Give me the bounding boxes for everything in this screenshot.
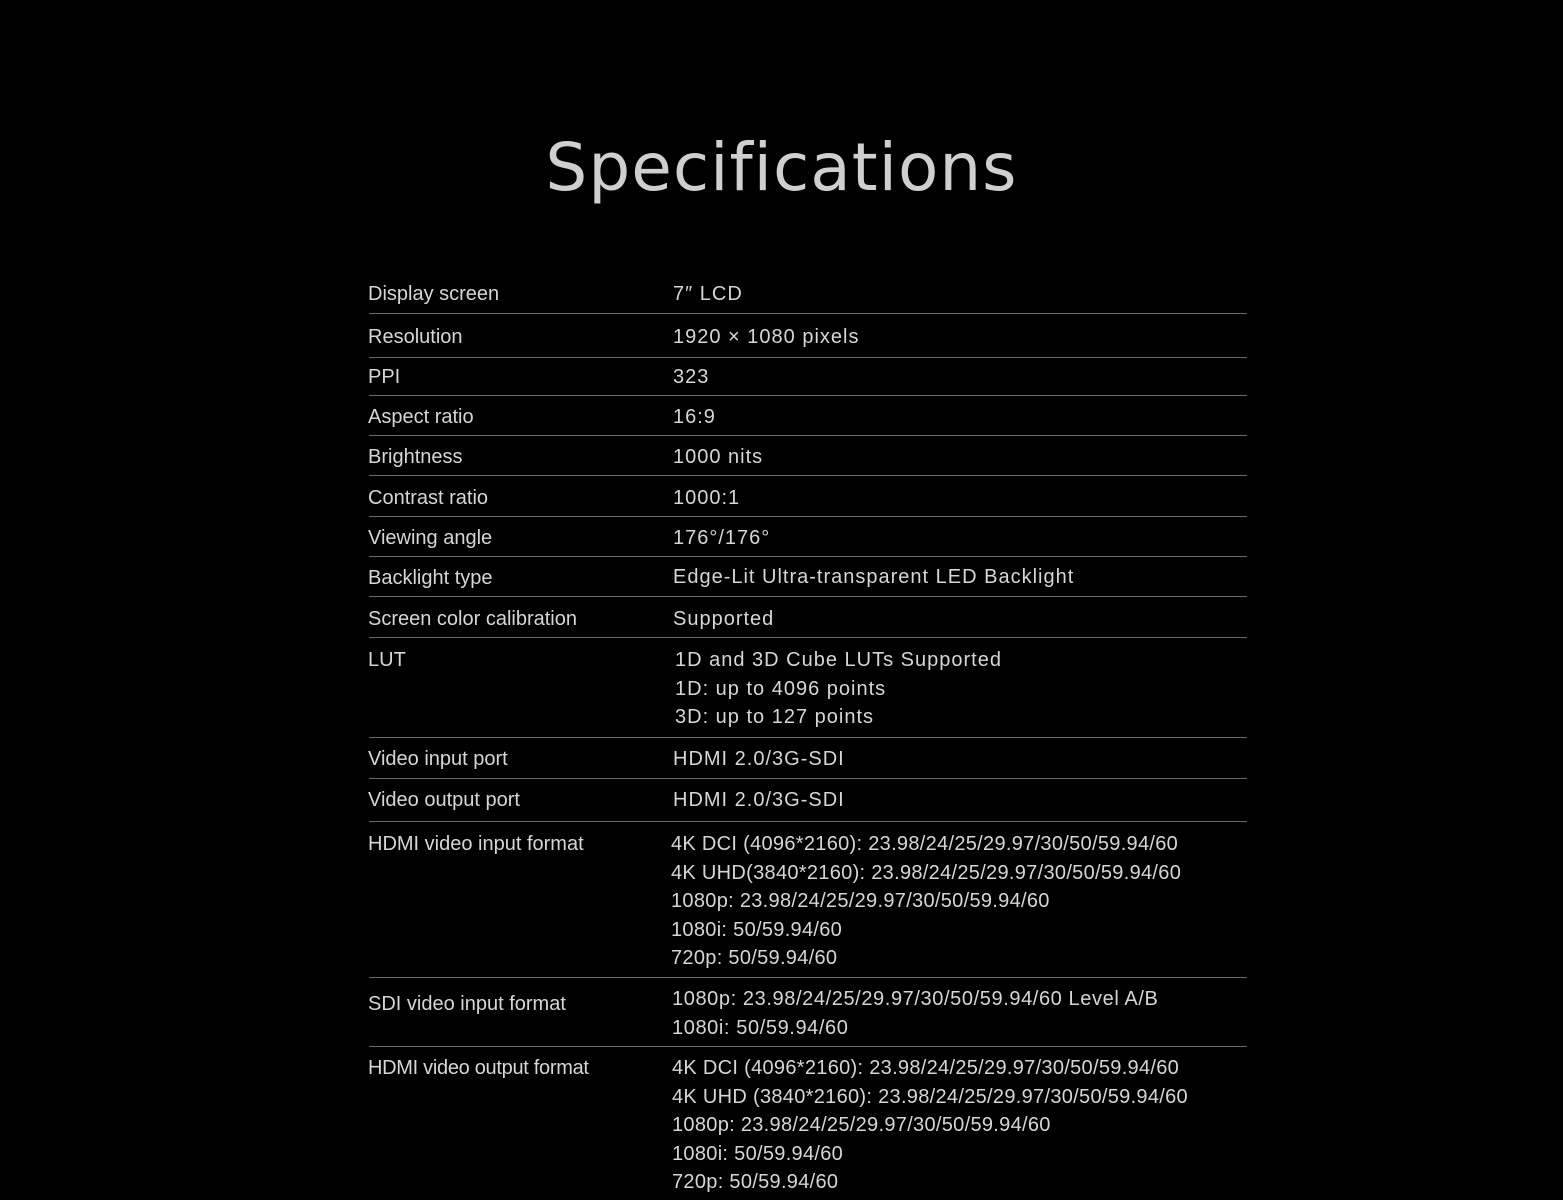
spec-value	[673, 443, 763, 472]
spec-value	[673, 363, 709, 392]
spec-label: Aspect ratio	[368, 406, 474, 428]
spec-label: Resolution	[368, 326, 463, 348]
spec-value-line: 1000 nits	[673, 446, 764, 468]
spec-value-line: 176°/176°	[673, 527, 771, 549]
spec-value	[673, 605, 774, 634]
spec-value-line: HDMI 2.0/3G-SDI	[673, 748, 845, 770]
spec-value-line: HDMI 2.0/3G-SDI	[673, 789, 845, 811]
row-divider	[369, 1046, 1247, 1047]
spec-value-line: 4K DCI (4096*2160): 23.98/24/25/29.97/30/50/59.94/60	[672, 1057, 1180, 1079]
row-divider	[369, 357, 1247, 358]
spec-value-line: 3D: up to 127 points	[675, 706, 875, 729]
spec-value-line: 4K UHD(3840*2160): 23.98/24/25/29.97/30/50/59.94/60	[671, 861, 1182, 884]
spec-label: HDMI video output format	[368, 1057, 589, 1079]
spec-value-line: 4K DCI (4096*2160): 23.98/24/25/29.97/30/50/59.94/60	[671, 833, 1179, 855]
spec-label: Video input port	[368, 748, 508, 770]
spec-value	[673, 323, 859, 352]
spec-value-line: 1000:1	[673, 487, 741, 509]
row-divider	[369, 637, 1247, 638]
row-divider	[369, 821, 1247, 822]
row-divider	[369, 977, 1247, 978]
spec-label: HDMI video input format	[368, 833, 584, 855]
spec-value-line: 1080p: 23.98/24/25/29.97/30/50/59.94/60	[672, 1114, 1051, 1137]
row-divider	[369, 516, 1247, 517]
spec-value	[671, 830, 1181, 973]
spec-value	[673, 745, 845, 774]
spec-value-line: Edge-Lit Ultra-transparent LED Backlight	[673, 566, 1075, 588]
row-divider	[369, 475, 1247, 476]
spec-value	[675, 646, 1002, 732]
spec-value-line: 1080i: 50/59.94/60	[672, 1142, 844, 1165]
row-divider	[369, 596, 1247, 597]
spec-value-line: 1D: up to 4096 points	[675, 677, 887, 700]
spec-value-line: 720p: 50/59.94/60	[671, 947, 838, 970]
spec-value	[672, 1054, 1188, 1197]
spec-value-line: 1D and 3D Cube LUTs Supported	[675, 649, 1002, 671]
spec-label: Contrast ratio	[368, 487, 489, 509]
row-divider	[369, 395, 1247, 396]
spec-label: Backlight type	[368, 567, 493, 589]
spec-value-line: 323	[673, 366, 710, 388]
spec-value-line: 1920 × 1080 pixels	[673, 326, 860, 348]
spec-value	[673, 484, 740, 513]
spec-value	[673, 403, 716, 432]
spec-value-line: 1080p: 23.98/24/25/29.97/30/50/59.94/60	[671, 890, 1050, 913]
spec-label: Brightness	[368, 446, 463, 468]
row-divider	[369, 737, 1247, 738]
spec-value	[673, 563, 1074, 592]
spec-value-line: 1080i: 50/59.94/60	[672, 1016, 849, 1039]
spec-value	[673, 280, 743, 309]
row-divider	[369, 313, 1247, 314]
spec-label: SDI video input format	[368, 993, 566, 1015]
spec-label: Screen color calibration	[368, 608, 577, 630]
spec-label: LUT	[368, 649, 406, 671]
spec-value	[672, 985, 1158, 1042]
row-divider	[369, 435, 1247, 436]
spec-label: Video output port	[368, 789, 520, 811]
spec-value	[673, 524, 770, 553]
spec-label: PPI	[368, 366, 401, 388]
spec-value-line: 1080p: 23.98/24/25/29.97/30/50/59.94/60 Level A/B	[672, 988, 1159, 1010]
spec-value-line: 4K UHD (3840*2160): 23.98/24/25/29.97/30/50/59.94/60	[672, 1085, 1188, 1108]
spec-label: Viewing angle	[368, 527, 493, 549]
row-divider	[369, 556, 1247, 557]
spec-value-line: 7″ LCD	[673, 283, 743, 305]
spec-value-line: 16:9	[673, 406, 716, 428]
row-divider	[369, 778, 1247, 779]
spec-value-line: 1080i: 50/59.94/60	[671, 918, 843, 941]
spec-value-line: Supported	[673, 608, 775, 630]
spec-value	[673, 786, 845, 815]
spec-label: Display screen	[368, 283, 500, 305]
spec-value-line: 720p: 50/59.94/60	[672, 1171, 839, 1194]
page-title: Specifications	[545, 129, 1018, 206]
